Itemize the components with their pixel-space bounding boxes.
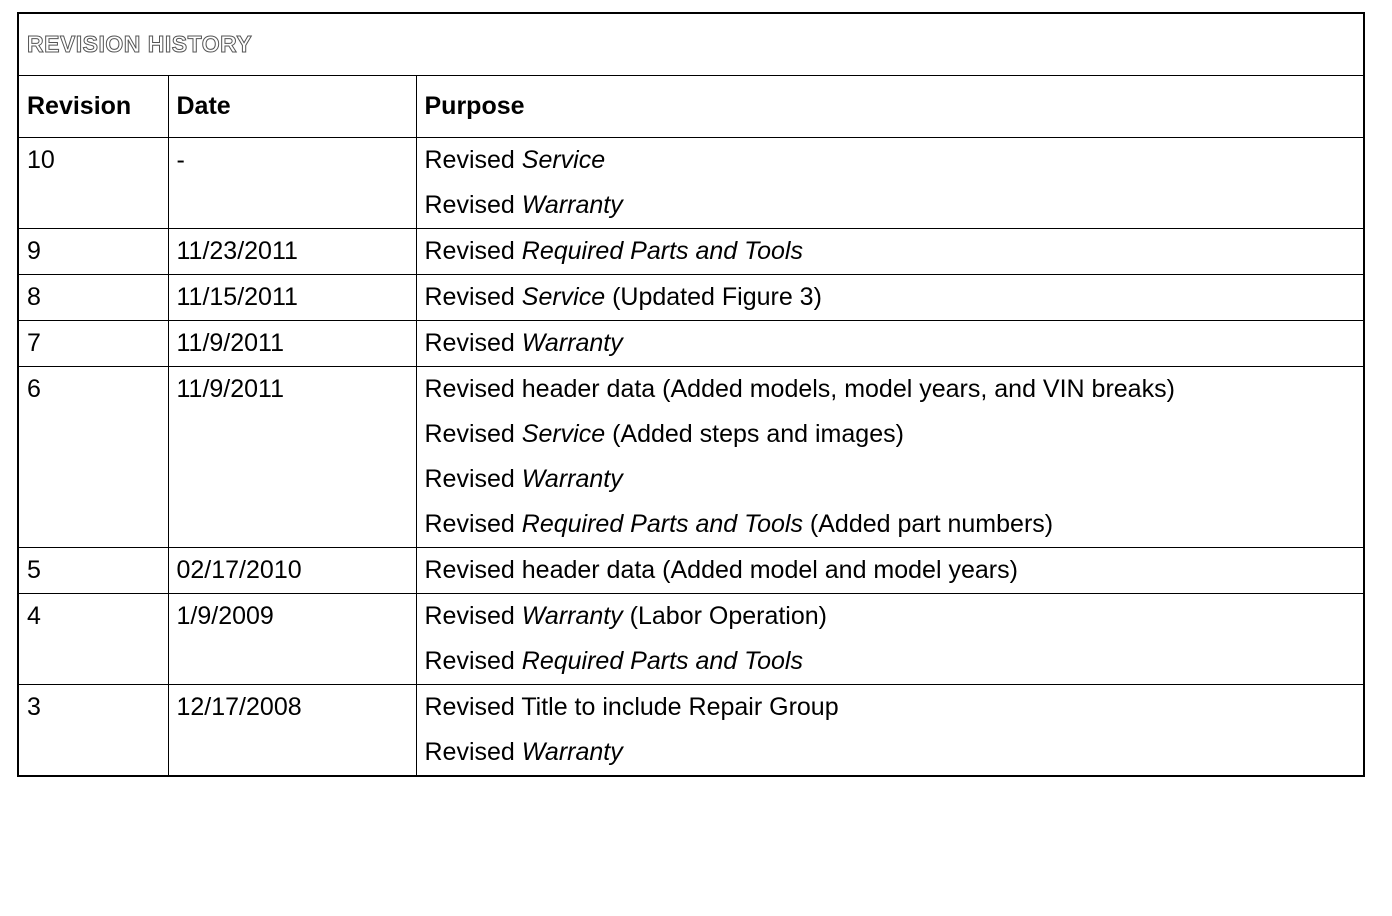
purpose-line [425, 548, 1356, 593]
purpose-section-name: Warranty [521, 738, 623, 766]
date-cell: 12/17/2008 [168, 685, 416, 777]
purpose-text: Revised [424, 738, 522, 766]
purpose-cell [416, 138, 1364, 229]
purpose-text: Revised [424, 420, 522, 448]
header-row [18, 76, 1364, 138]
revision-cell: 9 [18, 229, 168, 275]
purpose-text: (Added steps and images) [605, 420, 904, 448]
table-title: REVISION HISTORY [27, 31, 253, 57]
revision-cell: 7 [18, 321, 168, 367]
purpose-section-name: Warranty [521, 602, 623, 630]
purpose-text: Revised [424, 510, 522, 538]
revision-cell: 6 [18, 367, 168, 548]
purpose-line [425, 685, 1356, 730]
purpose-section-name: Service [521, 283, 606, 311]
table-row [18, 548, 1364, 594]
purpose-cell [416, 548, 1364, 594]
date-cell: 1/9/2009 [168, 594, 416, 685]
purpose-section-name: Service [521, 146, 606, 174]
revision-cell: 3 [18, 685, 168, 777]
purpose-line [425, 412, 1356, 457]
purpose-cell [416, 321, 1364, 367]
table-row [18, 321, 1364, 367]
date-cell: 11/9/2011 [168, 321, 416, 367]
title-row [18, 13, 1364, 76]
purpose-section-name: Required Parts and Tools [521, 510, 803, 538]
purpose-line [425, 639, 1356, 684]
revision-history-table [17, 12, 1365, 777]
purpose-section-name: Warranty [521, 465, 623, 493]
purpose-section-name: Warranty [521, 329, 623, 357]
purpose-section-name: Warranty [521, 191, 623, 219]
purpose-line [425, 183, 1356, 228]
date-cell: 11/9/2011 [168, 367, 416, 548]
table-row [18, 229, 1364, 275]
revision-rows [18, 138, 1364, 777]
date-cell: 11/23/2011 [168, 229, 416, 275]
purpose-text: Revised [424, 465, 522, 493]
purpose-text: Revised Title to include Repair Group [424, 693, 839, 721]
purpose-text: Revised [424, 283, 522, 311]
table-row [18, 367, 1364, 548]
purpose-text: Revised [424, 237, 522, 265]
purpose-text: (Updated Figure 3) [605, 283, 822, 311]
purpose-text: Revised [424, 191, 522, 219]
purpose-cell [416, 229, 1364, 275]
purpose-section-name: Required Parts and Tools [521, 237, 803, 265]
purpose-cell [416, 685, 1364, 777]
purpose-line [425, 457, 1356, 502]
table-row [18, 275, 1364, 321]
revision-cell: 4 [18, 594, 168, 685]
purpose-line [425, 275, 1356, 320]
purpose-section-name: Required Parts and Tools [521, 647, 803, 675]
purpose-line [425, 730, 1356, 775]
header-revision: Revision [18, 76, 168, 138]
revision-history-document [17, 12, 1363, 777]
table-row [18, 685, 1364, 777]
purpose-section-name: Service [521, 420, 606, 448]
purpose-line [425, 138, 1356, 183]
purpose-line [425, 367, 1356, 412]
purpose-text: Revised header data (Added models, model years, and VIN breaks) [424, 375, 1175, 403]
header-date: Date [168, 76, 416, 138]
purpose-line [425, 229, 1356, 274]
purpose-line [425, 502, 1356, 547]
purpose-line [425, 594, 1356, 639]
date-cell: - [168, 138, 416, 229]
purpose-text: Revised [424, 329, 522, 357]
table-row [18, 138, 1364, 229]
purpose-text: Revised [424, 602, 522, 630]
revision-cell: 8 [18, 275, 168, 321]
purpose-cell [416, 367, 1364, 548]
purpose-text: (Labor Operation) [622, 602, 827, 630]
purpose-text: Revised [424, 146, 522, 174]
purpose-text: Revised header data (Added model and model years) [424, 556, 1018, 584]
purpose-cell [416, 275, 1364, 321]
revision-cell: 5 [18, 548, 168, 594]
revision-cell: 10 [18, 138, 168, 229]
purpose-text: (Added part numbers) [802, 510, 1054, 538]
purpose-line [425, 321, 1356, 366]
date-cell: 11/15/2011 [168, 275, 416, 321]
purpose-text: Revised [424, 647, 522, 675]
header-purpose: Purpose [416, 76, 1364, 138]
table-title-cell [18, 13, 1364, 76]
table-row [18, 594, 1364, 685]
purpose-cell [416, 594, 1364, 685]
date-cell: 02/17/2010 [168, 548, 416, 594]
